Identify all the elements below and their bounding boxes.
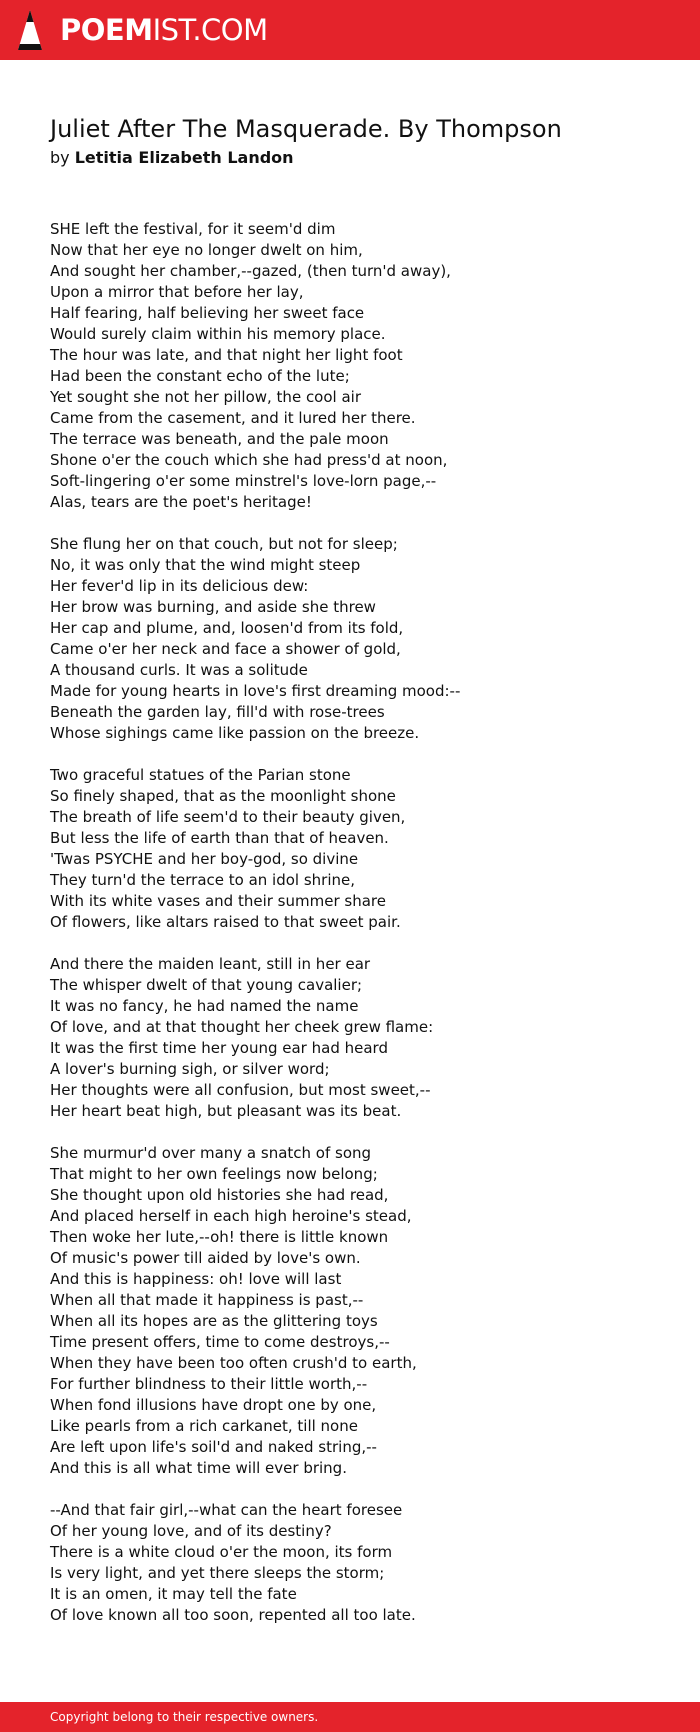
poem-line: And placed herself in each high heroine's stead, [50,1207,412,1225]
poem-line: The breath of life seem'd to their beauty given, [50,808,406,826]
poem-line: A thousand curls. It was a solitude [50,661,308,679]
poem-line: Her cap and plume, and, loosen'd from its fold, [50,619,404,637]
byline [50,148,294,168]
poem-line: 'Twas PSYCHE and her boy-god, so divine [50,850,359,868]
poem-stanza [50,765,670,933]
poem-line: Her fever'd lip in its delicious dew: [50,577,309,595]
poem-line: When all its hopes are as the glittering toys [50,1312,378,1330]
poem-line: Shone o'er the couch which she had press'd at noon, [50,451,448,469]
site-footer [0,1702,700,1732]
poem-line: Beneath the garden lay, fill'd with rose-trees [50,703,385,721]
poem-line: That might to her own feelings now belong; [50,1165,378,1183]
poem-line: The hour was late, and that night her light foot [50,346,403,364]
poem-line: There is a white cloud o'er the moon, its form [50,1543,393,1561]
site-header [0,0,700,60]
poem-line: Time present offers, time to come destroys,-- [50,1333,390,1351]
poem-line: Her thoughts were all confusion, but most sweet,-- [50,1081,431,1099]
poem-stanza [50,534,670,744]
poem-stanza [50,1500,670,1626]
site-logo-text [60,12,268,47]
poem-line: Whose sighings came like passion on the breeze. [50,724,420,742]
poem-line: She thought upon old histories she had read, [50,1186,389,1204]
poem-line: Like pearls from a rich carkanet, till none [50,1417,358,1435]
copyright-text: Copyright belong to their respective owners. [50,1710,319,1724]
poem-line: She murmur'd over many a snatch of song [50,1144,372,1162]
logo-text-light: IST.COM [152,12,268,47]
poem-body [50,219,670,1647]
poem-line: But less the life of earth than that of heaven. [50,829,389,847]
pencil-tip-icon [16,8,44,52]
poem-line: No, it was only that the wind might steep [50,556,361,574]
poem-line: And this is all what time will ever bring. [50,1459,347,1477]
poem-line: And this is happiness: oh! love will last [50,1270,342,1288]
poem-line: Came from the casement, and it lured her there. [50,409,416,427]
poem-line: It was no fancy, he had named the name [50,997,359,1015]
poem-line: Of music's power till aided by love's own. [50,1249,361,1267]
poem-line: Then woke her lute,--oh! there is little known [50,1228,389,1246]
poem-line: So finely shaped, that as the moonlight shone [50,787,396,805]
poem-stanza [50,954,670,1122]
poem-line: Upon a mirror that before her lay, [50,283,304,301]
logo-text-bold: POEM [60,12,153,47]
poem-line: A lover's burning sigh, or silver word; [50,1060,330,1078]
poem-line: Now that her eye no longer dwelt on him, [50,241,363,259]
poem-line: --And that fair girl,--what can the heart foresee [50,1501,403,1519]
poem-line: With its white vases and their summer share [50,892,386,910]
poem-line: When all that made it happiness is past,-- [50,1291,364,1309]
poem-line: And sought her chamber,--gazed, (then turn'd away), [50,262,451,280]
poem-line: Two graceful statues of the Parian stone [50,766,351,784]
author-link[interactable]: Letitia Elizabeth Landon [74,148,294,167]
poem-line: Came o'er her neck and face a shower of gold, [50,640,401,658]
poem-line: Alas, tears are the poet's heritage! [50,493,312,511]
poem-title: Juliet After The Masquerade. By Thompson [50,115,562,143]
poem-line: It was the first time her young ear had heard [50,1039,388,1057]
by-label: by [50,148,70,167]
poem-line: Would surely claim within his memory place. [50,325,386,343]
poem-stanza [50,1143,670,1479]
poem-line: Is very light, and yet there sleeps the storm; [50,1564,385,1582]
poem-line: Had been the constant echo of the lute; [50,367,350,385]
poem-line: Made for young hearts in love's first dreaming mood:-- [50,682,461,700]
poem-line: She flung her on that couch, but not for sleep; [50,535,398,553]
site-logo-link[interactable] [0,8,268,52]
poem-line: It is an omen, it may tell the fate [50,1585,297,1603]
poem-line: For further blindness to their little worth,-- [50,1375,368,1393]
poem-line: Of flowers, like altars raised to that sweet pair. [50,913,401,931]
poem-line: When they have been too often crush'd to earth, [50,1354,417,1372]
poem-line: And there the maiden leant, still in her ear [50,955,371,973]
poem-line: When fond illusions have dropt one by one, [50,1396,377,1414]
poem-line: Soft-lingering o'er some minstrel's love-lorn page,-- [50,472,437,490]
poem-line: They turn'd the terrace to an idol shrine, [50,871,356,889]
poem-line: Half fearing, half believing her sweet face [50,304,365,322]
poem-line: The whisper dwelt of that young cavalier; [50,976,363,994]
poem-line: Of love, and at that thought her cheek grew flame: [50,1018,434,1036]
poem-line: Her brow was burning, and aside she threw [50,598,376,616]
poem-line: Are left upon life's soil'd and naked string,-- [50,1438,377,1456]
poem-line: SHE left the festival, for it seem'd dim [50,220,336,238]
poem-line: Of her young love, and of its destiny? [50,1522,332,1540]
poem-line: Yet sought she not her pillow, the cool air [50,388,362,406]
poem-line: The terrace was beneath, and the pale moon [50,430,389,448]
poem-line: Her heart beat high, but pleasant was its beat. [50,1102,402,1120]
poem-line: Of love known all too soon, repented all too late. [50,1606,416,1624]
poem-stanza [50,219,670,513]
